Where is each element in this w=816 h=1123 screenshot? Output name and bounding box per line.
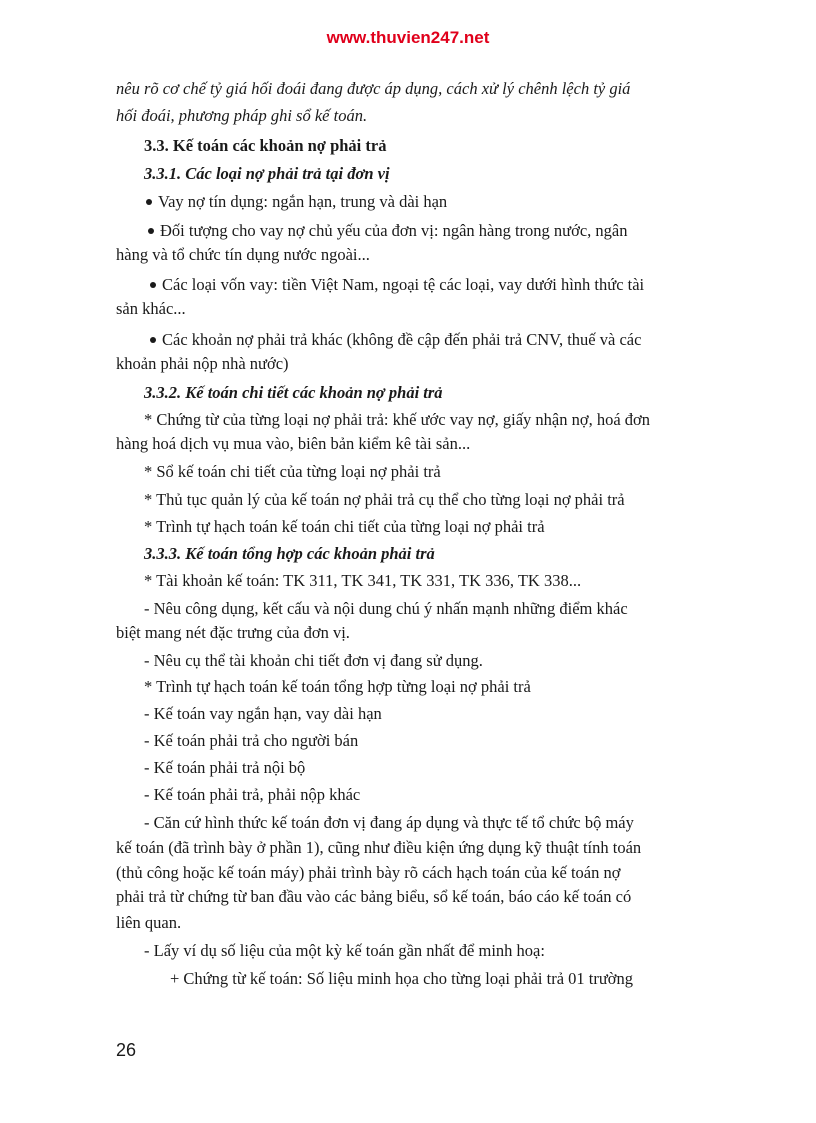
- paragraph-line: liên quan.: [116, 913, 182, 932]
- paragraph-line: * Trình tự hạch toán kế toán tổng hợp từng loại nợ phải trả: [144, 677, 531, 696]
- paragraph-line: * Chứng từ của từng loại nợ phải trả: khế ước vay nợ, giấy nhận nợ, hoá đơn: [144, 410, 651, 429]
- subsection-heading-3-3-2: 3.3.2. Kế toán chi tiết các khoản nợ phải trả: [144, 383, 443, 402]
- paragraph-line: - Nêu công dụng, kết cấu và nội dung chú ý nhấn mạnh những điểm khác: [144, 599, 628, 618]
- paragraph-line: - Kế toán vay ngắn hạn, vay dài hạn: [144, 704, 382, 723]
- bullet-item: Vay nợ tín dụng: ngắn hạn, trung và dài hạn: [146, 191, 447, 213]
- bullet-item: Các khoản nợ phải trả khác (không đề cập đến phải trả CNV, thuế và các: [150, 329, 641, 351]
- paragraph-line: phải trả từ chứng từ ban đầu vào các bảng biểu, sổ kế toán, báo cáo kế toán có: [116, 887, 632, 906]
- section-heading-3-3: 3.3. Kế toán các khoản nợ phải trả: [144, 136, 387, 155]
- paragraph-line: * Tài khoản kế toán: TK 311, TK 341, TK 331, TK 336, TK 338...: [144, 571, 582, 590]
- paragraph-line: sản khác...: [116, 299, 186, 318]
- bullet-icon: [146, 199, 152, 205]
- paragraph-line: * Thủ tục quản lý của kế toán nợ phải trả cụ thể cho từng loại nợ phải trả: [144, 490, 625, 509]
- paragraph-line: (thủ công hoặc kế toán máy) phải trình bày rõ cách hạch toán của kế toán nợ: [116, 863, 621, 882]
- paragraph-line: - Nêu cụ thể tài khoản chi tiết đơn vị đang sử dụng.: [144, 651, 483, 670]
- paragraph-line: - Kế toán phải trả cho người bán: [144, 731, 359, 750]
- paragraph-line: hàng hoá dịch vụ mua vào, biên bản kiểm kê tài sản...: [116, 434, 471, 453]
- bullet-icon: [150, 337, 156, 343]
- paragraph-line: nêu rõ cơ chế tỷ giá hối đoái đang được áp dụng, cách xử lý chênh lệch tỷ giá: [116, 79, 631, 98]
- paragraph-line: - Lấy ví dụ số liệu của một kỳ kế toán gần nhất để minh hoạ:: [144, 941, 545, 960]
- paragraph-line: khoản phải nộp nhà nước): [116, 354, 289, 373]
- bullet-icon: [148, 228, 154, 234]
- paragraph-line: biệt mang nét đặc trưng của đơn vị.: [116, 623, 350, 642]
- subsection-heading-3-3-1: 3.3.1. Các loại nợ phải trả tại đơn vị: [144, 164, 390, 183]
- bullet-icon: [150, 282, 156, 288]
- paragraph-line: - Kế toán phải trả nội bộ: [144, 758, 306, 777]
- paragraph-line: * Sổ kế toán chi tiết của từng loại nợ phải trả: [144, 462, 441, 481]
- paragraph-line: - Kế toán phải trả, phải nộp khác: [144, 785, 361, 804]
- paragraph-line: kế toán (đã trình bày ở phần 1), cũng như điều kiện ứng dụng kỹ thuật tính toán: [116, 838, 642, 857]
- bullet-item: Đối tượng cho vay nợ chủ yếu của đơn vị: ngân hàng trong nước, ngân: [148, 220, 627, 242]
- subsection-heading-3-3-3: 3.3.3. Kế toán tổng hợp các khoản phải trả: [144, 544, 435, 563]
- paragraph-line: hối đoái, phương pháp ghi sổ kế toán.: [116, 106, 368, 125]
- page-number: 26: [116, 1040, 137, 1060]
- paragraph-line: * Trình tự hạch toán kế toán chi tiết của từng loại nợ phải trả: [144, 517, 545, 536]
- paragraph-line: hàng và tổ chức tín dụng nước ngoài...: [116, 245, 370, 264]
- paragraph-line: + Chứng từ kế toán: Số liệu minh họa cho từng loại phải trả 01 trường: [170, 969, 634, 988]
- bullet-item: Các loại vốn vay: tiền Việt Nam, ngoại tệ các loại, vay dưới hình thức tài: [150, 274, 644, 296]
- site-watermark: www.thuvien247.net: [326, 28, 490, 47]
- paragraph-line: - Căn cứ hình thức kế toán đơn vị đang áp dụng và thực tế tổ chức bộ máy: [144, 813, 634, 832]
